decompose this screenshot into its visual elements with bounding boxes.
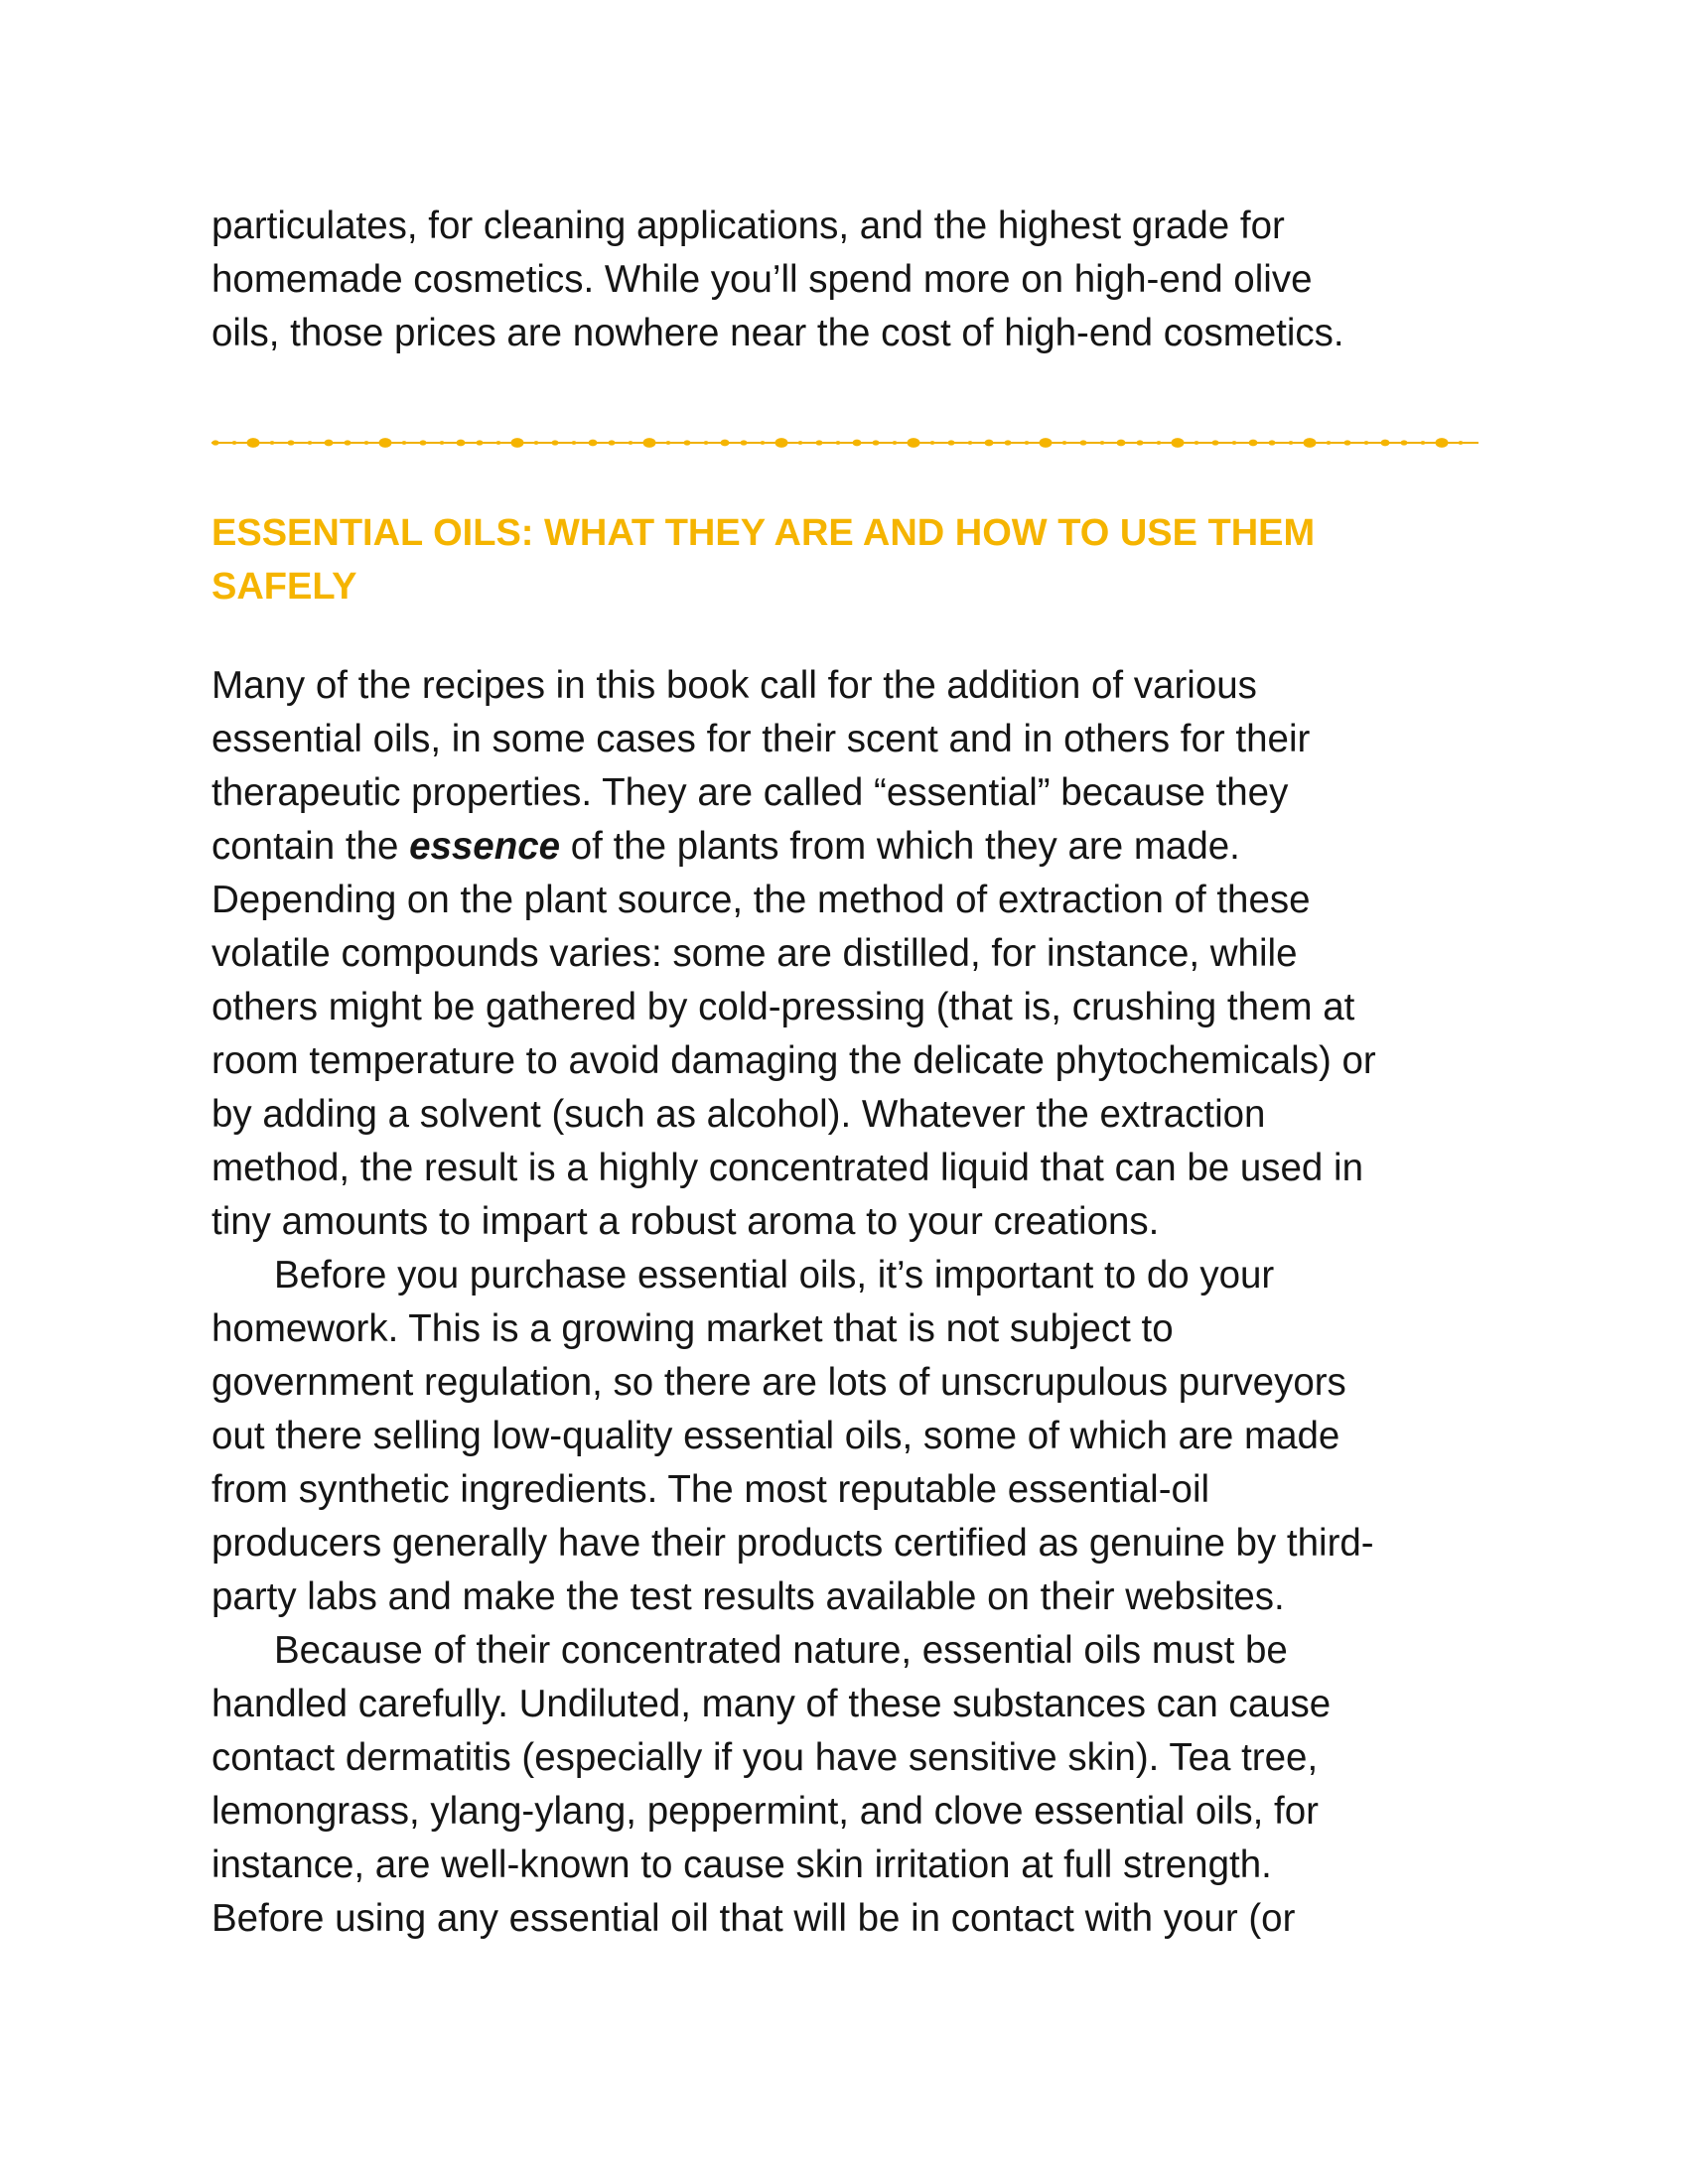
divider-dot (364, 441, 369, 445)
divider-dot (908, 438, 920, 448)
divider-dot (1157, 441, 1162, 445)
divider-dot (629, 441, 633, 445)
divider-dot (440, 441, 445, 445)
divider-dot (1137, 440, 1144, 445)
divider-dot (968, 441, 973, 445)
divider-dot (534, 441, 539, 445)
divider-dot (666, 441, 671, 445)
divider-dot (477, 440, 484, 445)
divider-dot (308, 441, 313, 445)
paragraph-1-text-a: Many of the recipes in this book call for the addition of various essential oils, in some cases for their scent and in others for their therapeutic properties. They are called “essential” because they contain the (211, 664, 1311, 868)
divider-dot (721, 440, 730, 447)
paragraph-1 (211, 659, 1492, 1249)
divider-dot (1117, 440, 1126, 447)
divider-dot (270, 441, 275, 445)
divider-dot (816, 440, 823, 445)
divider-dot (1005, 440, 1012, 445)
divider-dot (1401, 440, 1408, 445)
divider-dot (572, 441, 577, 445)
divider-dot (247, 438, 260, 448)
divider-dot (325, 440, 334, 447)
divider-dot (1381, 440, 1390, 447)
divider-dot (1364, 441, 1369, 445)
divider-dot (402, 441, 407, 445)
divider-dot (761, 441, 766, 445)
divider-dot (873, 440, 880, 445)
emphasis-essence: essence (409, 825, 561, 868)
divider-dot (985, 440, 994, 447)
divider-dot (1040, 438, 1053, 448)
divider-dot (552, 440, 559, 445)
divider-dot (643, 438, 656, 448)
divider-dot (1172, 438, 1185, 448)
divider-dot (511, 438, 524, 448)
divider-dot (609, 440, 616, 445)
divider-dot (1304, 438, 1317, 448)
divider-dot (1025, 441, 1030, 445)
divider-dot (704, 441, 709, 445)
divider-dot (496, 441, 501, 445)
divider-dot (589, 440, 598, 447)
divider-dot (1421, 441, 1426, 445)
divider-dot (420, 440, 427, 445)
divider-dot (1249, 440, 1258, 447)
divider-dot (775, 438, 788, 448)
paragraph-2: Before you purchase essential oils, it’s important to do your homework. This is a growing market that is not subject to government regulation, so there are lots of unscrupulous purveyors out there selling low-quality essential oils, some of which are made from synthetic ingredients. The most reputable essential-oil producers generally have their products certified as genuine by third- party labs and make the test results available on their websites. (211, 1254, 1374, 1618)
divider-dot (1212, 440, 1219, 445)
divider-dot (1232, 441, 1237, 445)
divider-dot (948, 440, 955, 445)
divider-dot (798, 441, 803, 445)
divider-dot (853, 440, 862, 447)
divider-dot (1327, 441, 1332, 445)
intro-paragraph: particulates, for cleaning applications, and the highest grade for homemade cosmetics. While you’ll spend more on high-end olive oils, those prices are nowhere near the cost of high-end cosmetics. (211, 205, 1344, 354)
divider-dot (684, 440, 691, 445)
divider-dot (893, 441, 898, 445)
divider-dot (1195, 441, 1199, 445)
ornamental-divider (211, 430, 1478, 456)
paragraph-3: Because of their concentrated nature, essential oils must be handled carefully. Undiluted, many of these substances can cause contact dermatitis (especially if you have sensitive skin). Tea tree, lemongrass, ylang-ylang, peppermint, and clove essential oils, for instance, are well-known to cause skin irritation at full strength. Before using any essential oil that will be in contact with your (or (211, 1629, 1332, 1940)
divider-dot (1062, 441, 1067, 445)
divider-dot (1344, 440, 1351, 445)
section-heading: ESSENTIAL OILS: WHAT THEY ARE AND HOW TO USE THEM SAFELY (211, 512, 1316, 608)
paragraph-1-text-b: of the plants from which they are made. Depending on the plant source, the method of extraction of these volatile compounds varies: some are distilled, for instance, while others might be gathered by cold-pressing (that is, crushing them at room temperature to avoid damaging the delicate phytochemicals) or by adding a solvent (such as alcohol). Whatever the extraction method, the result is a highly concentrated liquid that can be used in tiny amounts to impart a robust aroma to your creations. (211, 825, 1376, 1243)
divider-dot (930, 441, 935, 445)
divider-dot (1459, 441, 1464, 445)
divider-dot (836, 441, 841, 445)
divider-dot (1289, 441, 1294, 445)
divider-dot (212, 440, 219, 445)
page-content (211, 200, 1492, 1946)
divider-dot (1100, 441, 1105, 445)
divider-dot (457, 440, 466, 447)
divider-dot (345, 440, 352, 445)
divider-dot (1436, 438, 1449, 448)
divider-dot (1269, 440, 1276, 445)
divider-dot (1080, 440, 1087, 445)
divider-dot (741, 440, 748, 445)
divider-dot (232, 441, 237, 445)
divider-dot (288, 440, 295, 445)
divider-dot (379, 438, 392, 448)
